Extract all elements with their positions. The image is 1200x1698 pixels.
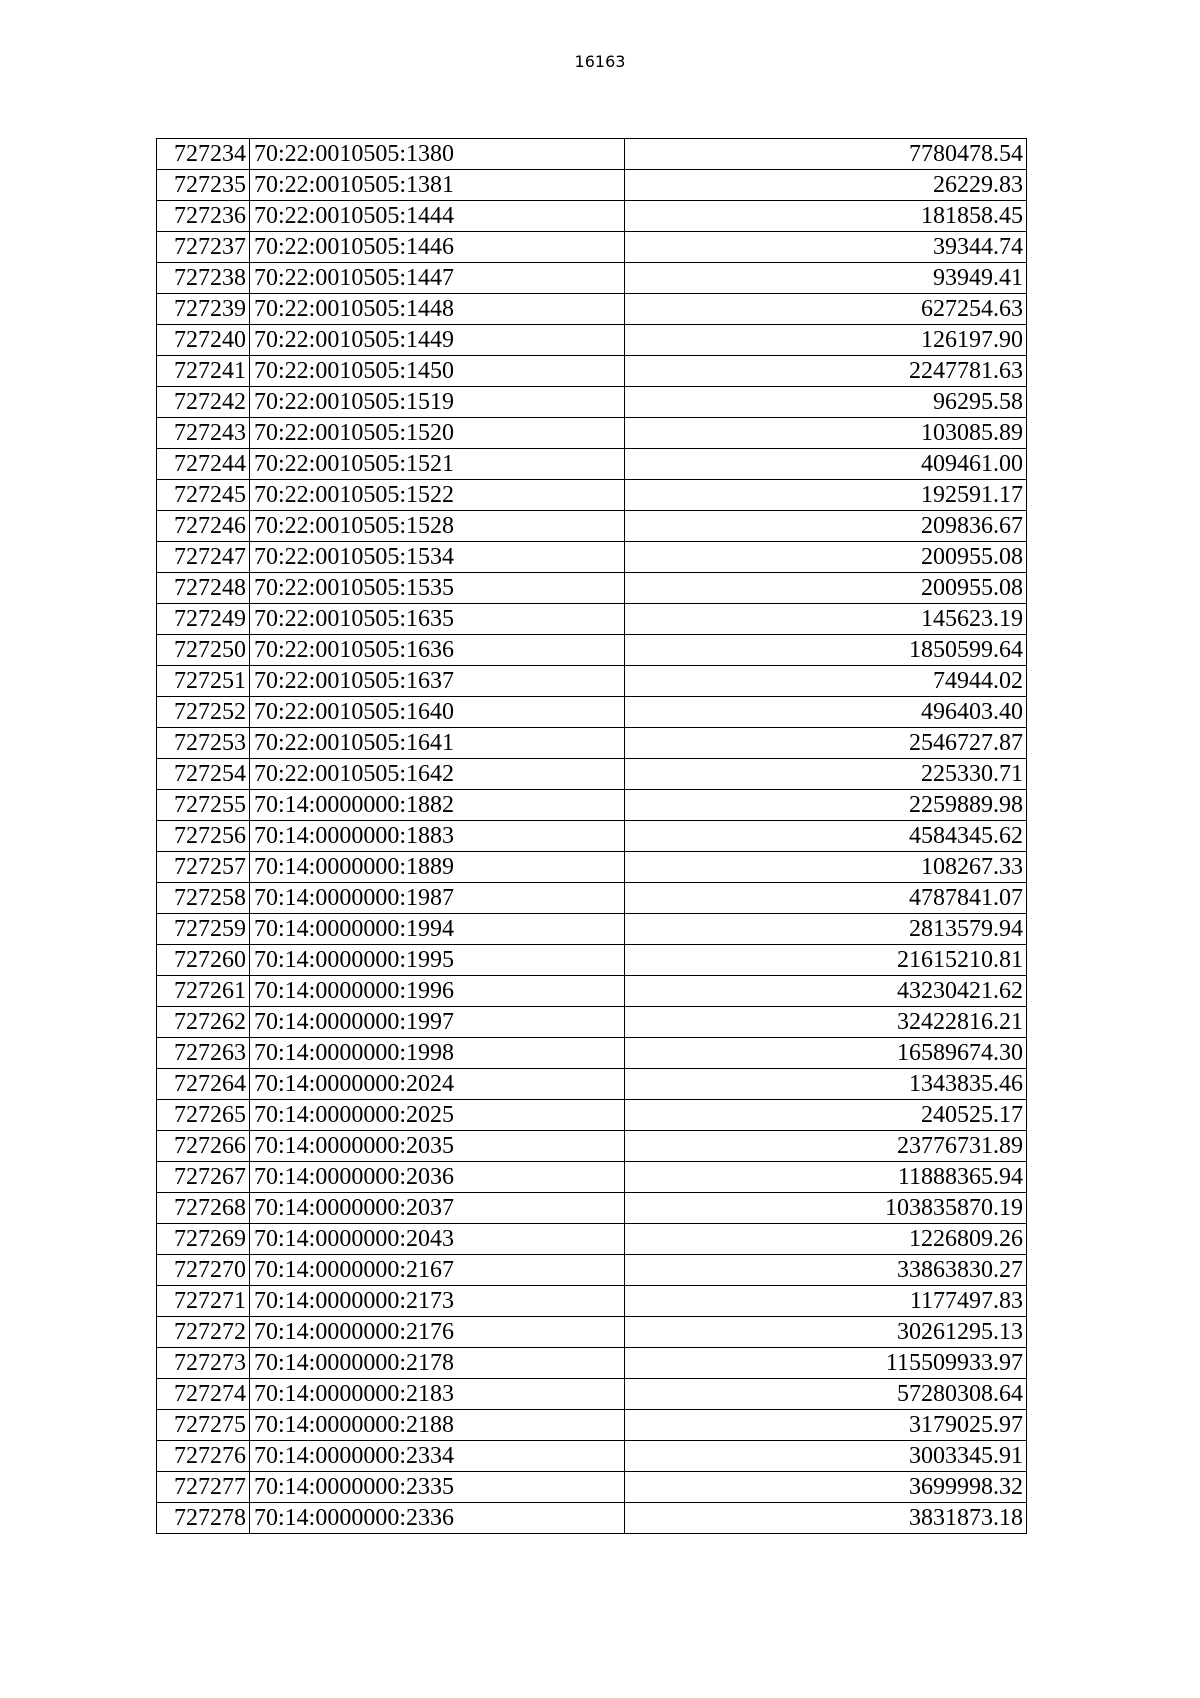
table-row [157,449,1027,480]
cadastral-number-cell: 70:22:0010505:1446 [250,232,625,263]
row-number-cell: 727255 [157,790,250,821]
cadastral-number-cell: 70:14:0000000:2183 [250,1379,625,1410]
row-number-cell: 727265 [157,1100,250,1131]
row-number-cell: 727248 [157,573,250,604]
row-number-cell: 727270 [157,1255,250,1286]
row-number-cell: 727250 [157,635,250,666]
table-row [157,1255,1027,1286]
cadastral-number-cell: 70:22:0010505:1528 [250,511,625,542]
cadastral-value-cell: 3003345.91 [625,1441,1027,1472]
cadastral-value-cell: 1177497.83 [625,1286,1027,1317]
row-number-cell: 727258 [157,883,250,914]
cadastral-value-cell: 209836.67 [625,511,1027,542]
cadastral-number-cell: 70:14:0000000:1882 [250,790,625,821]
cadastral-number-cell: 70:22:0010505:1635 [250,604,625,635]
row-number-cell: 727268 [157,1193,250,1224]
row-number-cell: 727264 [157,1069,250,1100]
cadastral-value-cell: 115509933.97 [625,1348,1027,1379]
row-number-cell: 727276 [157,1441,250,1472]
cadastral-number-cell: 70:22:0010505:1636 [250,635,625,666]
cadastral-value-cell: 225330.71 [625,759,1027,790]
row-number-cell: 727252 [157,697,250,728]
cadastral-number-cell: 70:22:0010505:1448 [250,294,625,325]
cadastral-number-cell: 70:22:0010505:1534 [250,542,625,573]
cadastral-value-cell: 74944.02 [625,666,1027,697]
row-number-cell: 727267 [157,1162,250,1193]
table-row [157,1193,1027,1224]
table-row [157,1503,1027,1534]
table-row [157,1441,1027,1472]
row-number-cell: 727243 [157,418,250,449]
row-number-cell: 727247 [157,542,250,573]
cadastral-value-cell: 39344.74 [625,232,1027,263]
cadastral-value-cell: 181858.45 [625,201,1027,232]
table-row [157,201,1027,232]
cadastral-value-cell: 16589674.30 [625,1038,1027,1069]
cadastral-number-cell: 70:14:0000000:2178 [250,1348,625,1379]
cadastral-number-cell: 70:22:0010505:1449 [250,325,625,356]
cadastral-value-cell: 1850599.64 [625,635,1027,666]
row-number-cell: 727237 [157,232,250,263]
cadastral-number-cell: 70:14:0000000:1995 [250,945,625,976]
cadastral-value-cell: 33863830.27 [625,1255,1027,1286]
table-row [157,1224,1027,1255]
row-number-cell: 727244 [157,449,250,480]
cadastral-number-cell: 70:22:0010505:1521 [250,449,625,480]
row-number-cell: 727259 [157,914,250,945]
table-row [157,821,1027,852]
table-row [157,914,1027,945]
cadastral-value-cell: 1226809.26 [625,1224,1027,1255]
cadastral-value-cell: 240525.17 [625,1100,1027,1131]
table-row [157,1379,1027,1410]
row-number-cell: 727251 [157,666,250,697]
cadastral-number-cell: 70:14:0000000:2043 [250,1224,625,1255]
table-row [157,418,1027,449]
cadastral-value-cell: 3179025.97 [625,1410,1027,1441]
table-row [157,945,1027,976]
row-number-cell: 727278 [157,1503,250,1534]
cadastral-number-cell: 70:14:0000000:2025 [250,1100,625,1131]
cadastral-value-cell: 43230421.62 [625,976,1027,1007]
cadastral-value-cell: 3831873.18 [625,1503,1027,1534]
row-number-cell: 727242 [157,387,250,418]
row-number-cell: 727253 [157,728,250,759]
cadastral-value-cell: 57280308.64 [625,1379,1027,1410]
cadastral-number-cell: 70:14:0000000:2035 [250,1131,625,1162]
cadastral-value-cell: 96295.58 [625,387,1027,418]
table-row [157,232,1027,263]
cadastral-value-cell: 4787841.07 [625,883,1027,914]
cadastral-value-cell: 2247781.63 [625,356,1027,387]
table-row [157,1162,1027,1193]
row-number-cell: 727275 [157,1410,250,1441]
cadastral-number-cell: 70:14:0000000:2335 [250,1472,625,1503]
cadastral-value-cell: 2546727.87 [625,728,1027,759]
table-row [157,883,1027,914]
table-row [157,697,1027,728]
cadastral-value-cell: 93949.41 [625,263,1027,294]
row-number-cell: 727241 [157,356,250,387]
row-number-cell: 727277 [157,1472,250,1503]
table-row [157,139,1027,170]
cadastral-number-cell: 70:14:0000000:2334 [250,1441,625,1472]
table-row [157,1317,1027,1348]
cadastral-value-cell: 145623.19 [625,604,1027,635]
cadastral-value-cell: 3699998.32 [625,1472,1027,1503]
cadastral-number-cell: 70:14:0000000:2173 [250,1286,625,1317]
table-row [157,511,1027,542]
cadastral-value-cell: 108267.33 [625,852,1027,883]
cadastral-number-cell: 70:14:0000000:1987 [250,883,625,914]
table-body [157,139,1027,1534]
table-row [157,1007,1027,1038]
cadastral-value-cell: 11888365.94 [625,1162,1027,1193]
cadastral-number-cell: 70:22:0010505:1641 [250,728,625,759]
row-number-cell: 727274 [157,1379,250,1410]
row-number-cell: 727240 [157,325,250,356]
row-number-cell: 727266 [157,1131,250,1162]
cadastral-number-cell: 70:22:0010505:1637 [250,666,625,697]
cadastral-number-cell: 70:22:0010505:1535 [250,573,625,604]
cadastral-number-cell: 70:14:0000000:1889 [250,852,625,883]
cadastral-number-cell: 70:14:0000000:1997 [250,1007,625,1038]
row-number-cell: 727260 [157,945,250,976]
cadastral-number-cell: 70:14:0000000:2176 [250,1317,625,1348]
table-row [157,728,1027,759]
table-row [157,1131,1027,1162]
row-number-cell: 727263 [157,1038,250,1069]
row-number-cell: 727234 [157,139,250,170]
cadastral-number-cell: 70:22:0010505:1380 [250,139,625,170]
cadastral-number-cell: 70:14:0000000:2037 [250,1193,625,1224]
row-number-cell: 727236 [157,201,250,232]
row-number-cell: 727262 [157,1007,250,1038]
table-row [157,170,1027,201]
cadastral-value-cell: 103085.89 [625,418,1027,449]
row-number-cell: 727261 [157,976,250,1007]
cadastral-value-cell: 200955.08 [625,542,1027,573]
row-number-cell: 727256 [157,821,250,852]
cadastral-number-cell: 70:14:0000000:2336 [250,1503,625,1534]
row-number-cell: 727249 [157,604,250,635]
row-number-cell: 727254 [157,759,250,790]
row-number-cell: 727257 [157,852,250,883]
table-row [157,852,1027,883]
row-number-cell: 727238 [157,263,250,294]
row-number-cell: 727245 [157,480,250,511]
table-row [157,263,1027,294]
row-number-cell: 727271 [157,1286,250,1317]
table-row [157,387,1027,418]
cadastral-value-cell: 7780478.54 [625,139,1027,170]
table-row [157,480,1027,511]
row-number-cell: 727269 [157,1224,250,1255]
cadastral-number-cell: 70:22:0010505:1640 [250,697,625,728]
row-number-cell: 727246 [157,511,250,542]
row-number-cell: 727235 [157,170,250,201]
cadastral-number-cell: 70:22:0010505:1519 [250,387,625,418]
table-row [157,294,1027,325]
table-row [157,1472,1027,1503]
table-row [157,976,1027,1007]
cadastral-number-cell: 70:14:0000000:1996 [250,976,625,1007]
page-number: 16163 [574,52,626,71]
table-row [157,759,1027,790]
cadastral-value-cell: 23776731.89 [625,1131,1027,1162]
cadastral-number-cell: 70:22:0010505:1450 [250,356,625,387]
cadastral-value-cell: 2813579.94 [625,914,1027,945]
table-row [157,356,1027,387]
cadastral-number-cell: 70:14:0000000:1994 [250,914,625,945]
cadastral-number-cell: 70:14:0000000:2036 [250,1162,625,1193]
cadastral-number-cell: 70:14:0000000:1998 [250,1038,625,1069]
cadastral-value-cell: 409461.00 [625,449,1027,480]
cadastral-value-cell: 200955.08 [625,573,1027,604]
cadastral-number-cell: 70:22:0010505:1522 [250,480,625,511]
table-row [157,325,1027,356]
cadastral-number-cell: 70:14:0000000:2188 [250,1410,625,1441]
table-row [157,1069,1027,1100]
table-row [157,573,1027,604]
cadastral-value-cell: 103835870.19 [625,1193,1027,1224]
table-row [157,790,1027,821]
row-number-cell: 727239 [157,294,250,325]
cadastral-number-cell: 70:22:0010505:1447 [250,263,625,294]
cadastral-number-cell: 70:14:0000000:1883 [250,821,625,852]
table-row [157,1286,1027,1317]
cadastral-value-cell: 30261295.13 [625,1317,1027,1348]
table-row [157,1100,1027,1131]
cadastral-value-table [156,138,1027,1534]
cadastral-number-cell: 70:22:0010505:1444 [250,201,625,232]
table-row [157,1410,1027,1441]
cadastral-number-cell: 70:14:0000000:2167 [250,1255,625,1286]
cadastral-number-cell: 70:22:0010505:1381 [250,170,625,201]
table-row [157,542,1027,573]
cadastral-value-cell: 21615210.81 [625,945,1027,976]
table-row [157,666,1027,697]
cadastral-value-cell: 2259889.98 [625,790,1027,821]
table-row [157,1038,1027,1069]
cadastral-number-cell: 70:14:0000000:2024 [250,1069,625,1100]
cadastral-value-cell: 26229.83 [625,170,1027,201]
table-row [157,1348,1027,1379]
cadastral-value-cell: 4584345.62 [625,821,1027,852]
row-number-cell: 727272 [157,1317,250,1348]
cadastral-value-cell: 627254.63 [625,294,1027,325]
cadastral-value-cell: 1343835.46 [625,1069,1027,1100]
table-row [157,604,1027,635]
cadastral-number-cell: 70:22:0010505:1642 [250,759,625,790]
table-row [157,635,1027,666]
cadastral-number-cell: 70:22:0010505:1520 [250,418,625,449]
row-number-cell: 727273 [157,1348,250,1379]
cadastral-value-cell: 496403.40 [625,697,1027,728]
cadastral-value-cell: 126197.90 [625,325,1027,356]
cadastral-value-cell: 192591.17 [625,480,1027,511]
cadastral-value-cell: 32422816.21 [625,1007,1027,1038]
